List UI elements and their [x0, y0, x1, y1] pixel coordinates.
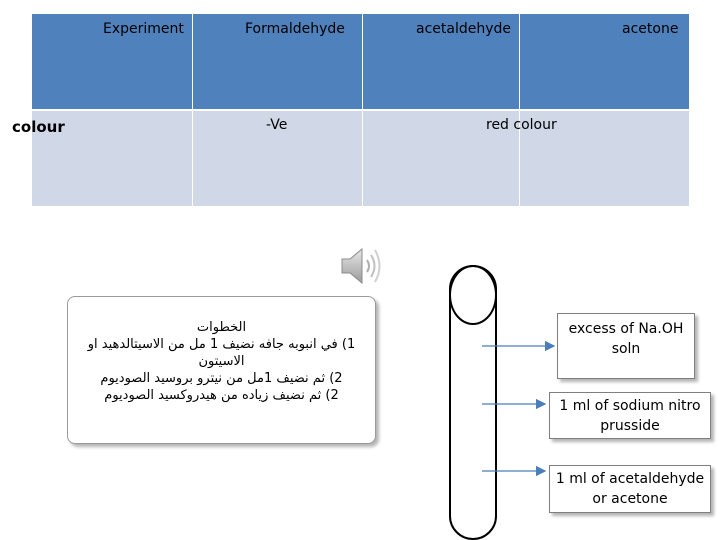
label-line: 1 ml of sodium nitro: [559, 398, 701, 414]
step-line: 2) ثم نضيف زياده من هيدروكسيد الصوديوم: [104, 388, 339, 403]
cell-acetaldehyde: red colour: [486, 117, 557, 133]
label-line: 1 ml of acetaldehyde: [555, 471, 705, 487]
header-experiment: Experiment: [103, 21, 184, 37]
label-line: or acetone: [592, 491, 668, 507]
label-line: prusside: [600, 418, 660, 434]
label-naoh: [557, 313, 695, 379]
step-line: الاسيتون: [198, 354, 245, 369]
label-line: soln: [611, 341, 641, 357]
step-line: 2) ثم نضيف 1مل من نيترو بروسيد الصوديوم: [100, 371, 343, 386]
label-acetaldehyde: [549, 465, 711, 513]
label-line: excess of Na.OH: [568, 321, 684, 337]
header-formaldehyde: Formaldehyde: [245, 21, 345, 37]
step-line: 1) في انبوبه جافه نضيف 1 مل من الاسيتالدهيد او: [87, 337, 356, 352]
cell-experiment: colour: [12, 118, 65, 136]
label-nitroprusside: [549, 392, 711, 439]
steps-title: الخطوات: [196, 320, 247, 335]
header-acetone: acetone: [622, 21, 679, 37]
cell-formaldehyde: -Ve: [266, 117, 288, 133]
header-acetaldehyde: acetaldehyde: [416, 21, 512, 37]
